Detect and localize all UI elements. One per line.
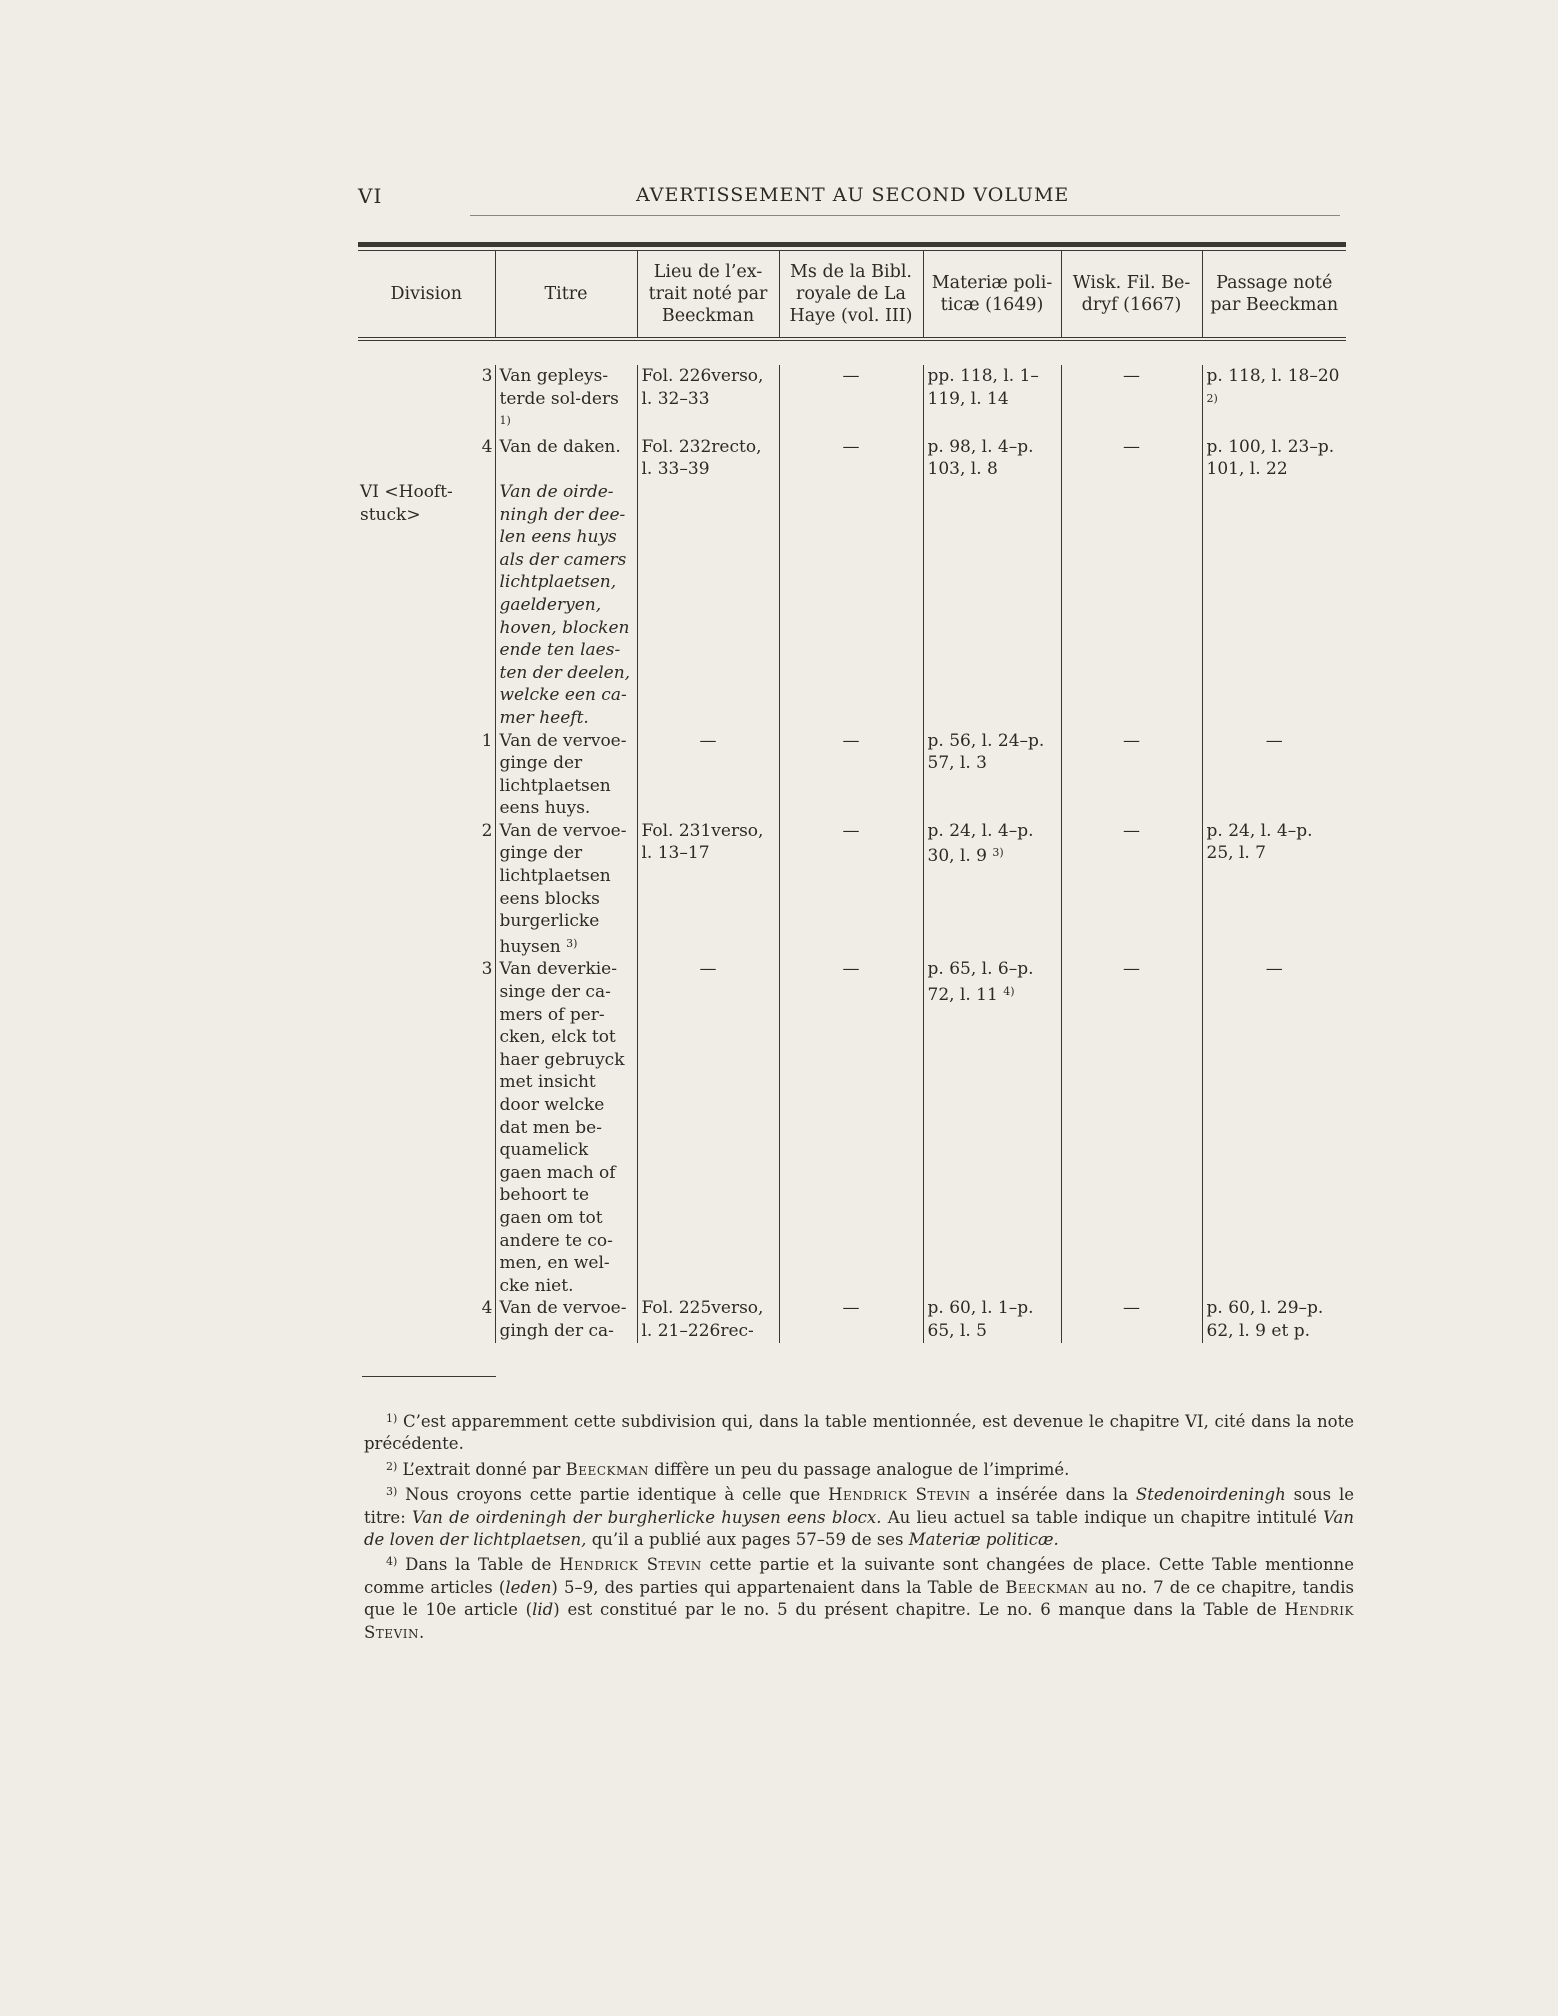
footnotes [364,1408,1354,1644]
footnote-3: $^{3)}$ Nous croyons cette partie identique à celle que Hendrick Stevin a insérée dans la Stedenoirdeningh sous le titre: Van de oirdeningh der burgherlicke huysen eens blocx. Au lieu actuel sa table indique un chapitre intitulé Van de loven der lichtplaetsen, qu’il a publié aux pages 57–59 de ses Materiæ politicæ. [364,1485,1355,1550]
row-wisk: — [1061,820,1202,959]
row-title: Van de vervoe-ginge der lichtplaetsen eens huys. [495,730,637,820]
table-top-rule [358,242,1346,247]
row-lieu: Fol. 232recto, l. 33–39 [637,436,779,481]
row-title: Van de daken. [495,436,637,481]
footnote-1: $^{1)}$ C’est apparemment cette subdivision qui, dans la table mentionnée, est devenue le chapitre VI, cité dans la note précédente. [364,1412,1354,1454]
row-materiae: pp. 118, l. 1–119, l. 14 [923,365,1061,436]
col-header-passage: Passage noté par Beeckman [1202,251,1346,337]
table-row [358,436,1346,481]
row-materiae: p. 56, l. 24–p. 57, l. 3 [923,730,1061,820]
row-ms: — [779,820,923,959]
row-wisk: — [1061,730,1202,820]
table-row-chapter [358,481,1346,730]
row-ms [779,481,923,730]
row-ms: — [779,730,923,820]
row-ms: — [779,1297,923,1342]
table-row [358,365,1346,436]
row-title: Van deverkie-singe der ca-mers of per-cken, elck tot haer gebruyck met insicht door welcke dat men be-quamelick gaen mach of behoort te gaen om tot andere te co-men, en wel-cke niet. [495,958,637,1297]
col-header-ms: Ms de la Bibl. royale de La Haye (vol. III) [779,251,923,337]
col-header-lieu: Lieu de l’ex-trait noté par Beeckman [637,251,779,337]
row-materiae: p. 60, l. 1–p. 65, l. 5 [923,1297,1061,1342]
row-materiae [923,481,1061,730]
row-lieu: — [637,730,779,820]
row-title: Van de vervoe-gingh der ca- [495,1297,637,1342]
footnote-rule [362,1376,496,1377]
col-header-wisk: Wisk. Fil. Be-dryf (1667) [1061,251,1202,337]
col-header-materiae: Materiæ poli-ticæ (1649) [923,251,1061,337]
row-lieu [637,481,779,730]
header-rule [470,215,1340,216]
row-number: 4 [481,436,493,457]
row-lieu: Fol. 231verso, l. 13–17 [637,820,779,959]
running-head [358,184,1338,212]
table-row [358,958,1346,1297]
row-wisk: — [1061,1297,1202,1342]
row-lieu: Fol. 225verso, l. 21–226rec- [637,1297,779,1342]
table-row [358,1297,1346,1342]
row-wisk: — [1061,436,1202,481]
person-name: Hendrick Stevin [559,1555,702,1575]
person-name: Beeckman [565,1459,649,1479]
row-wisk [1061,481,1202,730]
col-header-division: Division [390,284,462,304]
person-name: Hendrik Stevin [364,1600,1355,1642]
row-materiae: p. 24, l. 4–p. 30, l. 9 $^{3)}$ [923,820,1061,959]
row-materiae: p. 98, l. 4–p. 103, l. 8 [923,436,1061,481]
row-passage: — [1202,730,1346,820]
person-name: Beeckman [1005,1577,1089,1597]
row-number: 3 [481,959,493,980]
row-passage: p. 100, l. 23–p. 101, l. 22 [1202,436,1346,481]
col-header-titre: Titre [495,251,637,337]
row-materiae: p. 65, l. 6–p. 72, l. 11 $^{4)}$ [923,958,1061,1297]
row-lieu: — [637,958,779,1297]
footnote-4: $^{4)}$ Dans la Table de Hendrick Stevin cette partie et la suivante sont changées de place. Cette Table mentionne comme articles (leden) 5–9, des parties qui appartenaient dans la Table de Beeckman au no. 7 de ce chapitre, tandis que le 10e article (lid) est constitué par le no. 5 du présent chapitre. Le no. 6 manque dans la Table de Hendrik Stevin. [364,1555,1355,1642]
footnote-2: $^{2)}$ L’extrait donné par Beeckman diffère un peu du passage analogue de l’imprimé. [386,1459,1070,1479]
person-name: Hendrick Stevin [828,1485,971,1505]
row-ms: — [779,958,923,1297]
row-wisk: — [1061,365,1202,436]
row-title: Van gepleys-terde sol-ders $^{1)}$ [495,365,637,436]
table-header [358,251,1346,337]
table-row [358,730,1346,820]
row-lieu: Fol. 226verso, l. 32–33 [637,365,779,436]
header-bottom-rule-2 [358,340,1346,341]
row-passage: p. 24, l. 4–p. 25, l. 7 [1202,820,1346,959]
running-title: AVERTISSEMENT AU SECOND VOLUME [636,184,1070,206]
row-passage: — [1202,958,1346,1297]
row-passage: p. 60, l. 29–p. 62, l. 9 et p. [1202,1297,1346,1342]
row-title: Van de oirde-ningh der dee-len eens huys als der camers lichtplaetsen, gaelderyen, hoven, blocken ende ten laes-ten der deelen, welcke een ca-mer heeft. [495,481,637,730]
footnote-ref[interactable]: 1) [499,414,511,428]
row-division: VI <Hooft-stuck> [360,481,453,525]
row-ms: — [779,436,923,481]
footnote-ref[interactable]: 3) [566,936,578,950]
header-bottom-rule [358,337,1346,338]
row-passage [1202,481,1346,730]
row-ms: — [779,365,923,436]
row-title: Van de vervoe-ginge der lichtplaetsen eens blocks burgerlicke huysen $^{3)}$ [495,820,637,959]
row-wisk: — [1061,958,1202,1297]
concordance-table [358,242,1346,1343]
row-number: 1 [481,730,493,751]
row-number: 3 [481,366,493,386]
row-passage: p. 118, l. 18–20 $^{2)}$ [1202,365,1346,436]
table-body [358,365,1346,1343]
row-number: 2 [481,820,493,841]
folio-number: VI [358,184,383,208]
footnote-ref[interactable]: 4) [1003,985,1015,999]
footnote-ref[interactable]: 2) [1206,391,1218,405]
footnote-ref[interactable]: 3) [992,846,1004,860]
row-number: 4 [481,1298,493,1319]
table-row [358,820,1346,959]
